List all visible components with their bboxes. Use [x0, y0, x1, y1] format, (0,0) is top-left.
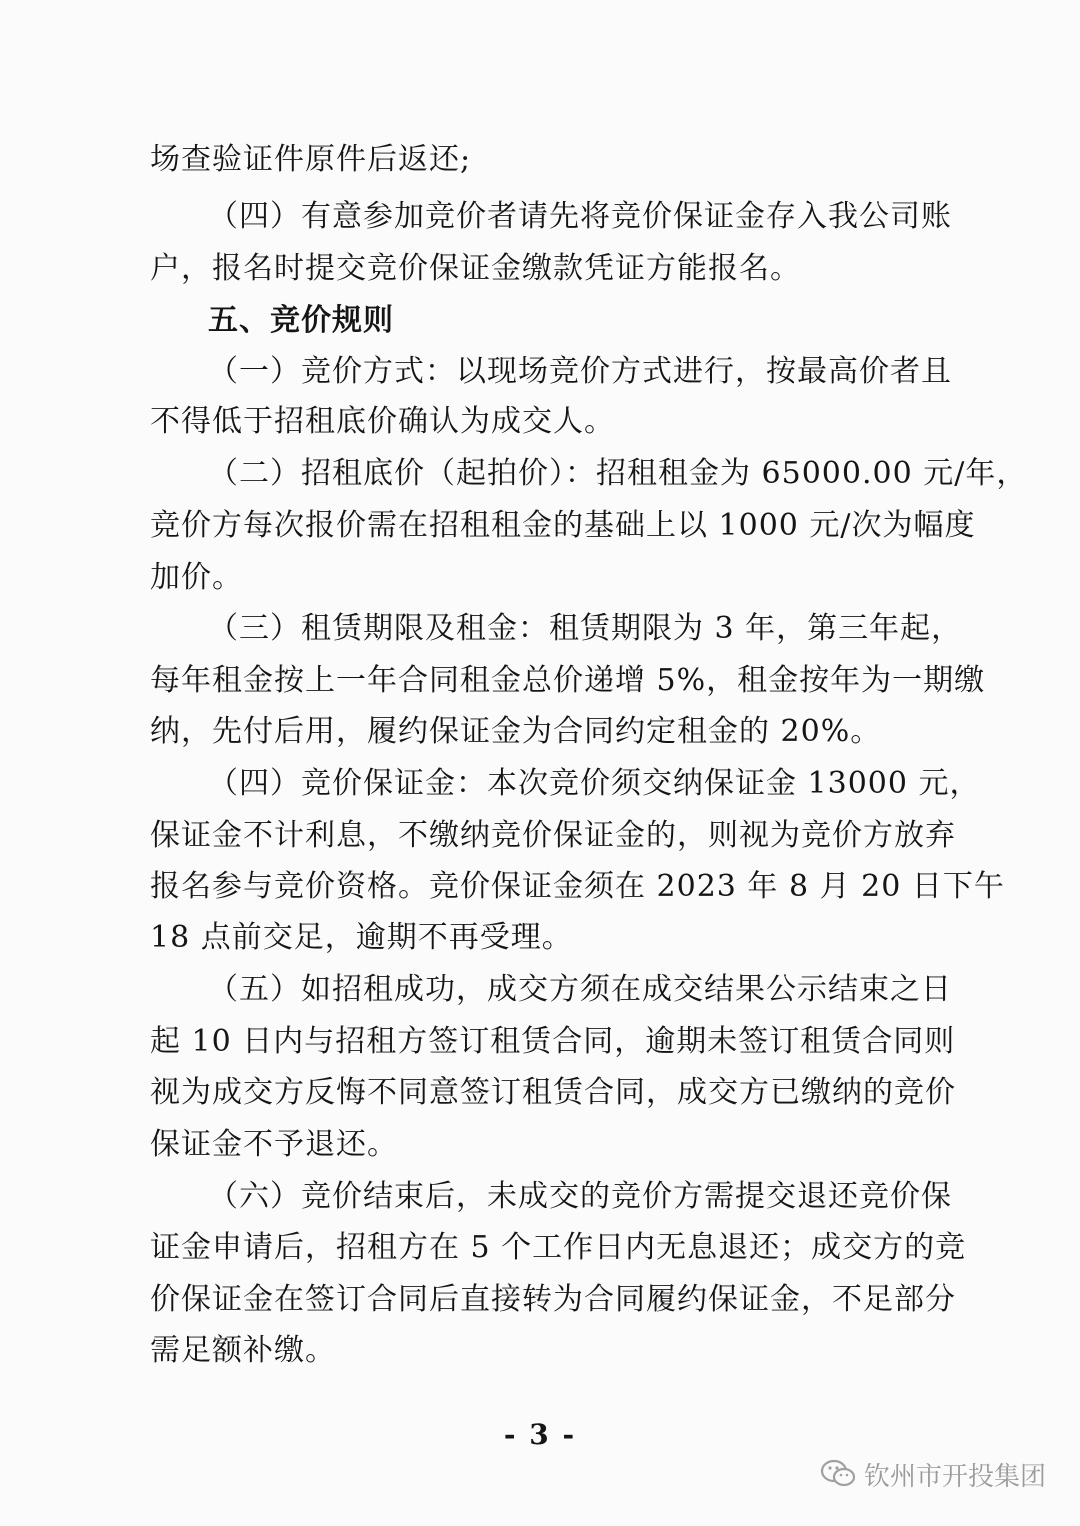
text-line: 户，报名时提交竞价保证金缴款凭证方能报名。 — [150, 251, 801, 286]
watermark-text: 钦州市开投集团 — [863, 1461, 1046, 1492]
text-line: 报名参与竞价资格。竞价保证金须在 2023 年 8 月 20 日下午 — [150, 869, 1005, 904]
text-line: 视为成交方反悔不同意签订租赁合同，成交方已缴纳的竞价 — [150, 1075, 956, 1110]
text-line: （一）竞价方式：以现场竞价方式进行，按最高价者且 — [208, 354, 952, 389]
text-line: （四）有意参加竞价者请先将竞价保证金存入我公司账 — [208, 199, 952, 234]
text-line: 需足额补缴。 — [150, 1333, 336, 1368]
text-line: 保证金不予退还。 — [150, 1127, 398, 1162]
text-line: （二）招租底价（起拍价）：招租租金为 65000.00 元/年， — [208, 456, 1028, 491]
text-line: 保证金不计利息，不缴纳竞价保证金的，则视为竞价方放弃 — [150, 818, 956, 853]
text-line: （四）竞价保证金：本次竞价须交纳保证金 13000 元， — [208, 766, 981, 801]
text-line: 证金申请后，招租方在 5 个工作日内无息退还；成交方的竞 — [150, 1230, 967, 1265]
account-watermark — [820, 1456, 1046, 1492]
text-line: 每年租金按上一年合同租金总价递增 5%，租金按年为一期缴 — [150, 663, 986, 698]
text-line: 加价。 — [150, 560, 243, 595]
section-heading: 五、竞价规则 — [208, 303, 394, 338]
text-line: （三）租赁期限及租金：租赁期限为 3 年，第三年起， — [208, 611, 963, 646]
text-line: 价保证金在签订合同后直接转为合同履约保证金，不足部分 — [150, 1282, 956, 1317]
text-line: 纳，先付后用，履约保证金为合同约定租金的 20%。 — [150, 714, 882, 749]
text-line: 起 10 日内与招租方签订租赁合同，逾期未签订租赁合同则 — [150, 1024, 956, 1059]
text-line: 竞价方每次报价需在招租租金的基础上以 1000 元/次为幅度 — [150, 508, 976, 543]
text-line: 不得低于招租底价确认为成交人。 — [150, 404, 615, 439]
wechat-icon — [820, 1459, 856, 1489]
text-line: 场查验证件原件后返还; — [150, 142, 472, 177]
page-number: - 3 - — [503, 1418, 577, 1451]
text-line: （六）竞价结束后，未成交的竞价方需提交退还竞价保 — [208, 1179, 952, 1214]
text-line: （五）如招租成功，成交方须在成交结果公示结束之日 — [208, 972, 952, 1007]
text-line: 18 点前交足，逾期不再受理。 — [150, 920, 573, 955]
